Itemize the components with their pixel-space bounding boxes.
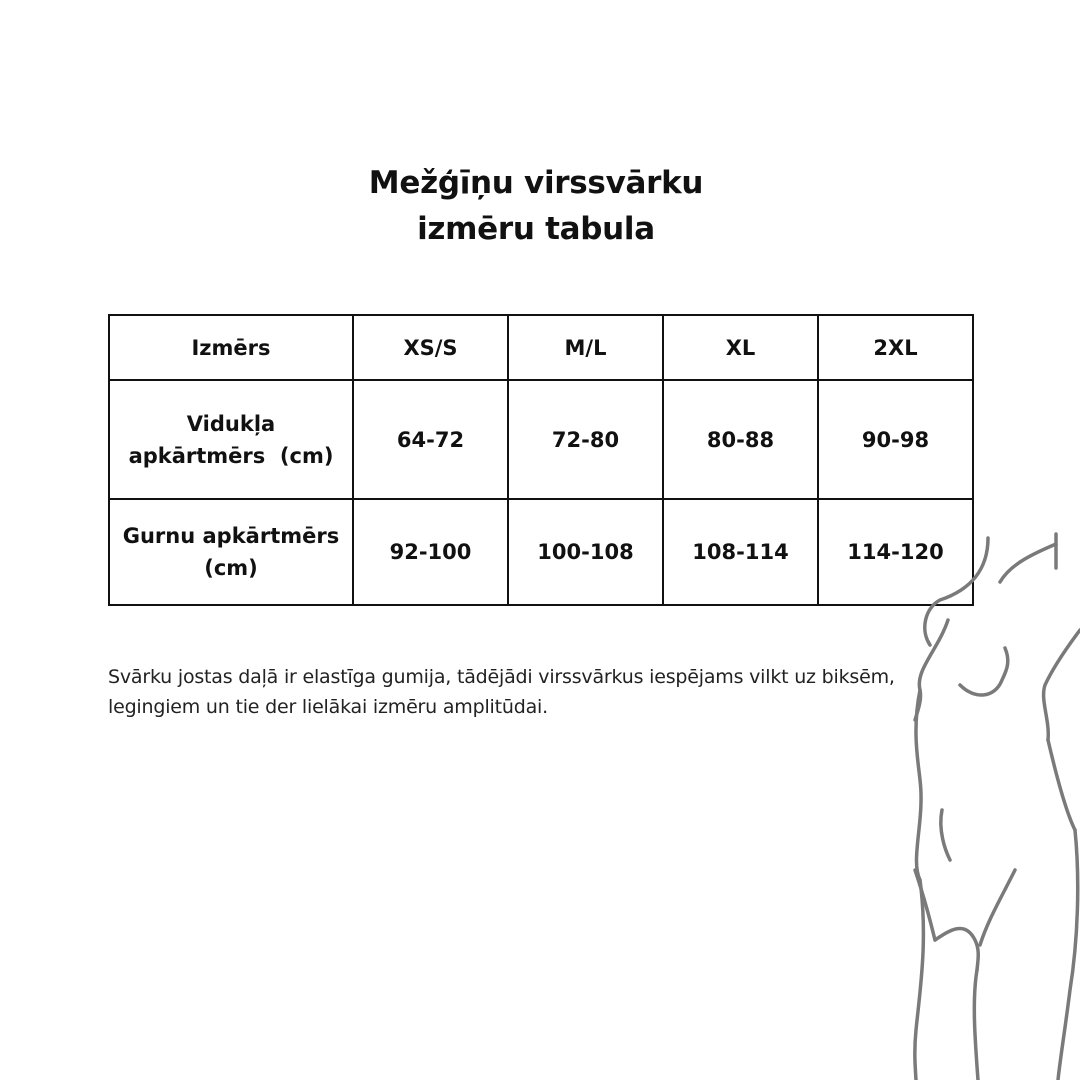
female-body-outline-icon	[880, 520, 1080, 1080]
hips-value-xs-s: 92-100	[353, 499, 508, 605]
waist-value-2xl: 90-98	[818, 380, 973, 499]
size-table	[108, 314, 974, 606]
row-label-hips-line-2: (cm)	[204, 556, 258, 580]
table-header-row	[109, 315, 973, 380]
row-label-waist-line-1: Vidukļa	[186, 411, 276, 436]
waist-value-xs-s: 64-72	[353, 380, 508, 499]
hips-value-2xl: 114-120	[818, 499, 973, 605]
table-row-waist	[109, 380, 973, 499]
info-note	[108, 662, 948, 722]
info-note-line-1: Svārku jostas daļā ir elastīga gumija, tādējādi virssvārkus iespējams vilkt uz biksēm,	[108, 666, 895, 688]
hips-value-xl: 108-114	[663, 499, 818, 605]
row-label-waist-line-2: apkārtmērs (cm)	[128, 443, 334, 468]
page-title-line-2: izmēru tabula	[417, 211, 655, 247]
header-cell-xs-s: XS/S	[353, 315, 508, 380]
page-title	[0, 160, 1072, 252]
header-cell-size: Izmērs	[109, 315, 353, 380]
waist-value-m-l: 72-80	[508, 380, 663, 499]
header-cell-2xl: 2XL	[818, 315, 973, 380]
hips-value-m-l: 100-108	[508, 499, 663, 605]
row-label-hips-line-1: Gurnu apkārtmērs	[122, 524, 340, 548]
page-title-line-1: Mežģīņu virssvārku	[368, 165, 704, 201]
table-row-hips	[109, 499, 973, 605]
waist-value-xl: 80-88	[663, 380, 818, 499]
header-cell-xl: XL	[663, 315, 818, 380]
row-label-waist	[109, 380, 353, 499]
info-note-line-2: legingiem un tie der lielākai izmēru amplitūdai.	[108, 696, 548, 718]
header-cell-m-l: M/L	[508, 315, 663, 380]
row-label-hips	[109, 499, 353, 605]
